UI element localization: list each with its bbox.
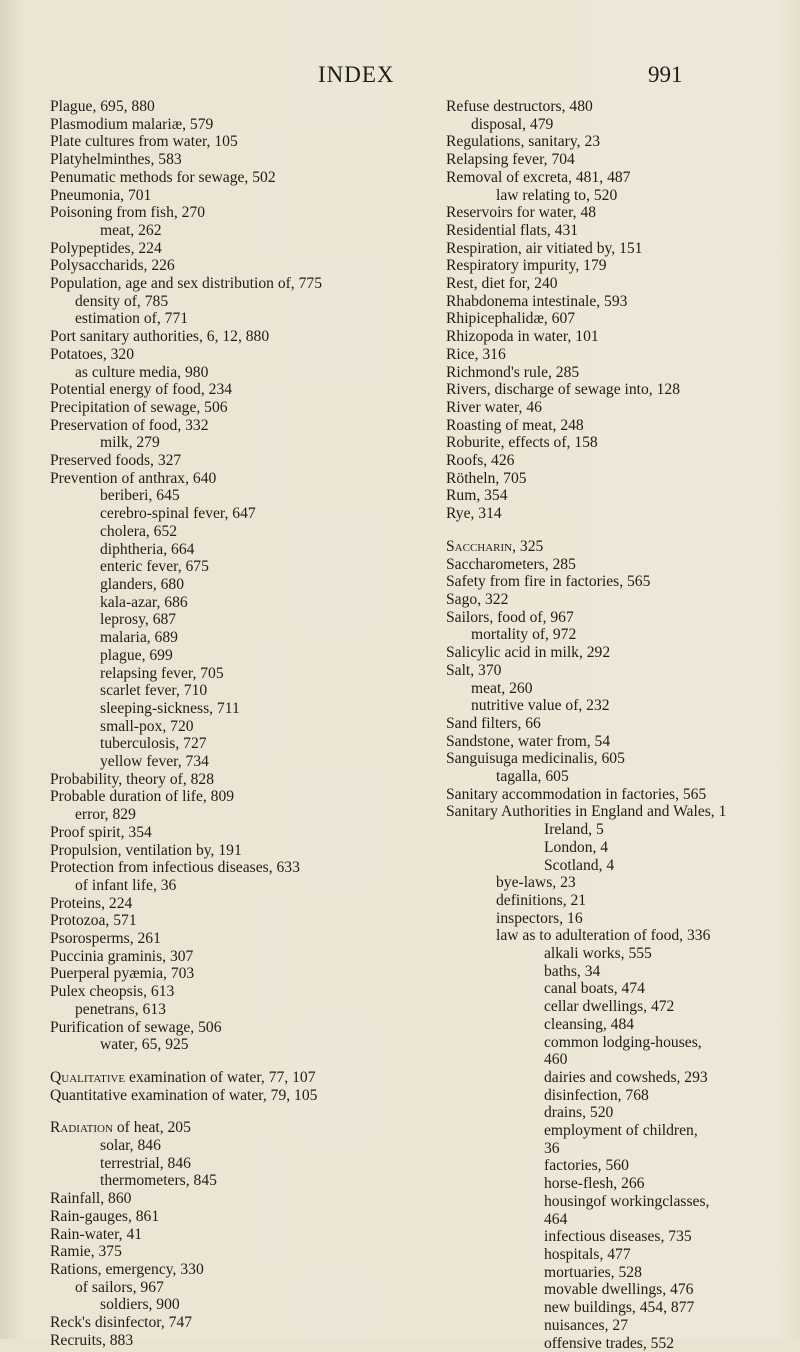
index-entry: relapsing fever, 705 bbox=[100, 664, 224, 682]
index-entry: disinfection, 768 bbox=[544, 1086, 649, 1104]
index-entry: Roburite, effects of, 158 bbox=[446, 434, 598, 452]
index-entry: Rainfall, 860 bbox=[50, 1190, 132, 1208]
index-entry: Purification of sewage, 506 bbox=[50, 1018, 222, 1036]
index-entry: Safety from fire in factories, 565 bbox=[446, 573, 651, 591]
index-entry: Sand filters, 66 bbox=[446, 714, 541, 732]
index-entry: Polysaccharids, 226 bbox=[50, 257, 175, 275]
index-entry: Preservation of food, 332 bbox=[50, 416, 209, 434]
index-entry: Rhizopoda in water, 101 bbox=[446, 328, 599, 346]
index-entry: Pulex cheopsis, 613 bbox=[50, 983, 175, 1001]
index-entry: cerebro-spinal fever, 647 bbox=[100, 505, 256, 523]
index-entry: law as to adulteration of food, 336 bbox=[496, 927, 711, 945]
index-entry: cholera, 652 bbox=[100, 522, 178, 540]
index-entry: Sanitary Authorities in England and Wales, 1 bbox=[446, 803, 727, 821]
index-entry: thermometers, 845 bbox=[100, 1172, 217, 1190]
index-entry: Plate cultures from water, 105 bbox=[50, 133, 238, 151]
index-entry: Refuse destructors, 480 bbox=[446, 98, 593, 115]
index-entry: Plasmodium malariæ, 579 bbox=[50, 115, 214, 133]
index-entry: Rest, diet for, 240 bbox=[446, 275, 558, 293]
index-entry: Reck's disinfector, 747 bbox=[50, 1314, 193, 1332]
index-entry: tagalla, 605 bbox=[496, 768, 569, 786]
index-entry: Residential flats, 431 bbox=[446, 221, 579, 239]
index-entry: Precipitation of sewage, 506 bbox=[50, 398, 228, 416]
index-entry: beriberi, 645 bbox=[100, 487, 180, 505]
index-entry: Puerperal pyæmia, 703 bbox=[50, 965, 195, 983]
index-entry: Roasting of meat, 248 bbox=[446, 416, 584, 434]
index-entry: malaria, 689 bbox=[100, 629, 178, 647]
index-entry: Sandstone, water from, 54 bbox=[446, 732, 611, 750]
index-entry: alkali works, 555 bbox=[544, 945, 652, 963]
index-entry: bye-laws, 23 bbox=[496, 874, 576, 892]
index-entry: Quantitative examination of water, 79, 105 bbox=[50, 1086, 318, 1104]
index-entry: Reservoirs for water, 48 bbox=[446, 204, 597, 222]
index-entry: Sanitary accommodation in factories, 565 bbox=[446, 785, 707, 803]
index-entry: sleeping-sickness, 711 bbox=[100, 699, 240, 717]
index-entry: Poisoning from fish, 270 bbox=[50, 204, 206, 222]
index-entry: Rice, 316 bbox=[446, 345, 506, 363]
index-entry: plague, 699 bbox=[100, 646, 173, 664]
index-entry: Protozoa, 571 bbox=[50, 912, 137, 930]
index-entry: Rhipicephalidæ, 607 bbox=[446, 310, 576, 328]
index-entry: definitions, 21 bbox=[496, 891, 587, 909]
index-entry: Prevention of anthrax, 640 bbox=[50, 469, 217, 487]
index-entry: Rain-water, 41 bbox=[50, 1225, 143, 1243]
index-entry: solar, 846 bbox=[100, 1137, 161, 1155]
index-entry: Rötheln, 705 bbox=[446, 469, 527, 487]
index-entry: meat, 260 bbox=[471, 679, 533, 697]
index-entry: baths, 34 bbox=[544, 962, 601, 980]
index-entry: Rye, 314 bbox=[446, 505, 502, 523]
index-entry: Recruits, 883 bbox=[50, 1331, 134, 1349]
index-entry: Saccharin, 325 bbox=[446, 537, 544, 555]
index-entry: Ireland, 5 bbox=[544, 821, 604, 839]
index-entry: Rhabdonema intestinale, 593 bbox=[446, 292, 628, 310]
index-entry: Qualitative examination of water, 77, 107 bbox=[50, 1068, 316, 1086]
index-entry: Puccinia graminis, 307 bbox=[50, 947, 194, 965]
index-entry: Potatoes, 320 bbox=[50, 345, 135, 363]
index-entry: 460 bbox=[544, 1051, 568, 1069]
index-column-left bbox=[50, 98, 410, 1350]
index-entry: mortuaries, 528 bbox=[544, 1263, 642, 1281]
index-entry: Proof spirit, 354 bbox=[50, 823, 152, 841]
index-entry: common lodging-houses, bbox=[544, 1033, 702, 1051]
index-entry: employment of children, bbox=[544, 1122, 698, 1140]
index-entry: yellow fever, 734 bbox=[100, 753, 209, 771]
index-entry: Rain-gauges, 861 bbox=[50, 1207, 160, 1225]
index-entry: London, 4 bbox=[544, 838, 609, 856]
index-entry: Probable duration of life, 809 bbox=[50, 788, 235, 806]
index-entry: estimation of, 771 bbox=[75, 310, 189, 328]
index-entry: Regulations, sanitary, 23 bbox=[446, 133, 601, 151]
index-entry: glanders, 680 bbox=[100, 575, 185, 593]
index-entry: scarlet fever, 710 bbox=[100, 682, 208, 700]
index-entry: Respiration, air vitiated by, 151 bbox=[446, 239, 643, 257]
index-entry: Penumatic methods for sewage, 502 bbox=[50, 168, 276, 186]
index-entry: nutritive value of, 232 bbox=[471, 697, 610, 715]
index-entry: Scotland, 4 bbox=[544, 856, 615, 874]
index-entry: nuisances, 27 bbox=[544, 1316, 629, 1334]
index-entry: Sanguisuga medicinalis, 605 bbox=[446, 750, 625, 768]
index-entry: hospitals, 477 bbox=[544, 1246, 631, 1263]
index-entry: Ramie, 375 bbox=[50, 1243, 122, 1261]
index-entry: offensive trades, 552 bbox=[544, 1334, 675, 1352]
index-entry: Salicylic acid in milk, 292 bbox=[446, 644, 611, 662]
index-entry: density of, 785 bbox=[75, 292, 169, 310]
index-entry: 464 bbox=[544, 1210, 568, 1228]
index-entry: drains, 520 bbox=[544, 1104, 614, 1122]
index-entry: Saccharometers, 285 bbox=[446, 555, 576, 573]
index-entry: enteric fever, 675 bbox=[100, 558, 209, 576]
page-number: 991 bbox=[648, 62, 683, 87]
index-entry: cleansing, 484 bbox=[544, 1015, 635, 1033]
index-entry: small-pox, 720 bbox=[100, 717, 194, 735]
index-entry: factories, 560 bbox=[544, 1157, 629, 1175]
index-entry: Relapsing fever, 704 bbox=[446, 151, 575, 169]
index-entry: penetrans, 613 bbox=[75, 1000, 166, 1018]
index-entry: Port sanitary authorities, 6, 12, 880 bbox=[50, 328, 270, 346]
index-entry: law relating to, 520 bbox=[496, 186, 618, 204]
index-entry: Psorosperms, 261 bbox=[50, 930, 161, 948]
index-entry: infectious diseases, 735 bbox=[544, 1228, 692, 1246]
index-entry: mortality of, 972 bbox=[471, 626, 577, 644]
index-entry: Preserved foods, 327 bbox=[50, 452, 182, 470]
index-entry: Salt, 370 bbox=[446, 661, 502, 679]
index-entry: cellar dwellings, 472 bbox=[544, 998, 675, 1016]
index-entry: disposal, 479 bbox=[471, 115, 554, 133]
index-entry: Pneumonia, 701 bbox=[50, 186, 152, 204]
index-entry: Probability, theory of, 828 bbox=[50, 770, 215, 788]
page-title: INDEX bbox=[318, 62, 395, 87]
index-entry: milk, 279 bbox=[100, 434, 160, 452]
index-entry: dairies and cowsheds, 293 bbox=[544, 1068, 708, 1086]
index-entry: tuberculosis, 727 bbox=[100, 735, 207, 753]
index-entry: Roofs, 426 bbox=[446, 452, 515, 470]
index-entry: Platyhelminthes, 583 bbox=[50, 151, 182, 169]
index-entry: Radiation of heat, 205 bbox=[50, 1119, 191, 1137]
index-entry: Respiratory impurity, 179 bbox=[446, 257, 607, 275]
index-entry: kala-azar, 686 bbox=[100, 593, 188, 611]
index-entry: Proteins, 224 bbox=[50, 894, 133, 912]
index-entry: Polypeptides, 224 bbox=[50, 239, 162, 257]
index-entry: diphtheria, 664 bbox=[100, 540, 195, 558]
index-entry: Removal of excreta, 481, 487 bbox=[446, 168, 631, 186]
index-entry: error, 829 bbox=[75, 806, 136, 824]
index-entry: 36 bbox=[544, 1139, 560, 1157]
index-entry: leprosy, 687 bbox=[100, 611, 177, 629]
index-entry: Propulsion, ventilation by, 191 bbox=[50, 841, 242, 859]
index-entry: meat, 262 bbox=[100, 221, 162, 239]
index-entry: soldiers, 900 bbox=[100, 1296, 180, 1314]
index-entry: Richmond's rule, 285 bbox=[446, 363, 580, 381]
index-entry: Sailors, food of, 967 bbox=[446, 608, 574, 626]
index-entry: Rivers, discharge of sewage into, 128 bbox=[446, 381, 680, 399]
index-entry: terrestrial, 846 bbox=[100, 1154, 191, 1172]
index-entry: of infant life, 36 bbox=[75, 876, 177, 894]
index-entry: Sago, 322 bbox=[446, 590, 509, 608]
index-entry: Plague, 695, 880 bbox=[50, 98, 155, 115]
index-entry: movable dwellings, 476 bbox=[544, 1281, 694, 1299]
index-entry: inspectors, 16 bbox=[496, 909, 583, 927]
index-entry: Population, age and sex distribution of, 775 bbox=[50, 275, 322, 293]
index-entry: new buildings, 454, 877 bbox=[544, 1299, 695, 1317]
index-entry: housingof workingclasses, bbox=[544, 1192, 710, 1210]
index-entry: Potential energy of food, 234 bbox=[50, 381, 233, 399]
index-entry: of sailors, 967 bbox=[75, 1278, 164, 1296]
index-entry: water, 65, 925 bbox=[100, 1036, 189, 1054]
page-header bbox=[0, 62, 800, 92]
index-entry: horse-flesh, 266 bbox=[544, 1175, 645, 1193]
index-entry: Rations, emergency, 330 bbox=[50, 1261, 204, 1278]
index-entry: canal boats, 474 bbox=[544, 980, 645, 998]
index-entry: Rum, 354 bbox=[446, 487, 508, 505]
index-entry: Protection from infectious diseases, 633 bbox=[50, 859, 300, 877]
index-entry: River water, 46 bbox=[446, 398, 542, 416]
index-column-right bbox=[446, 98, 786, 1352]
index-entry: as culture media, 980 bbox=[75, 363, 209, 381]
